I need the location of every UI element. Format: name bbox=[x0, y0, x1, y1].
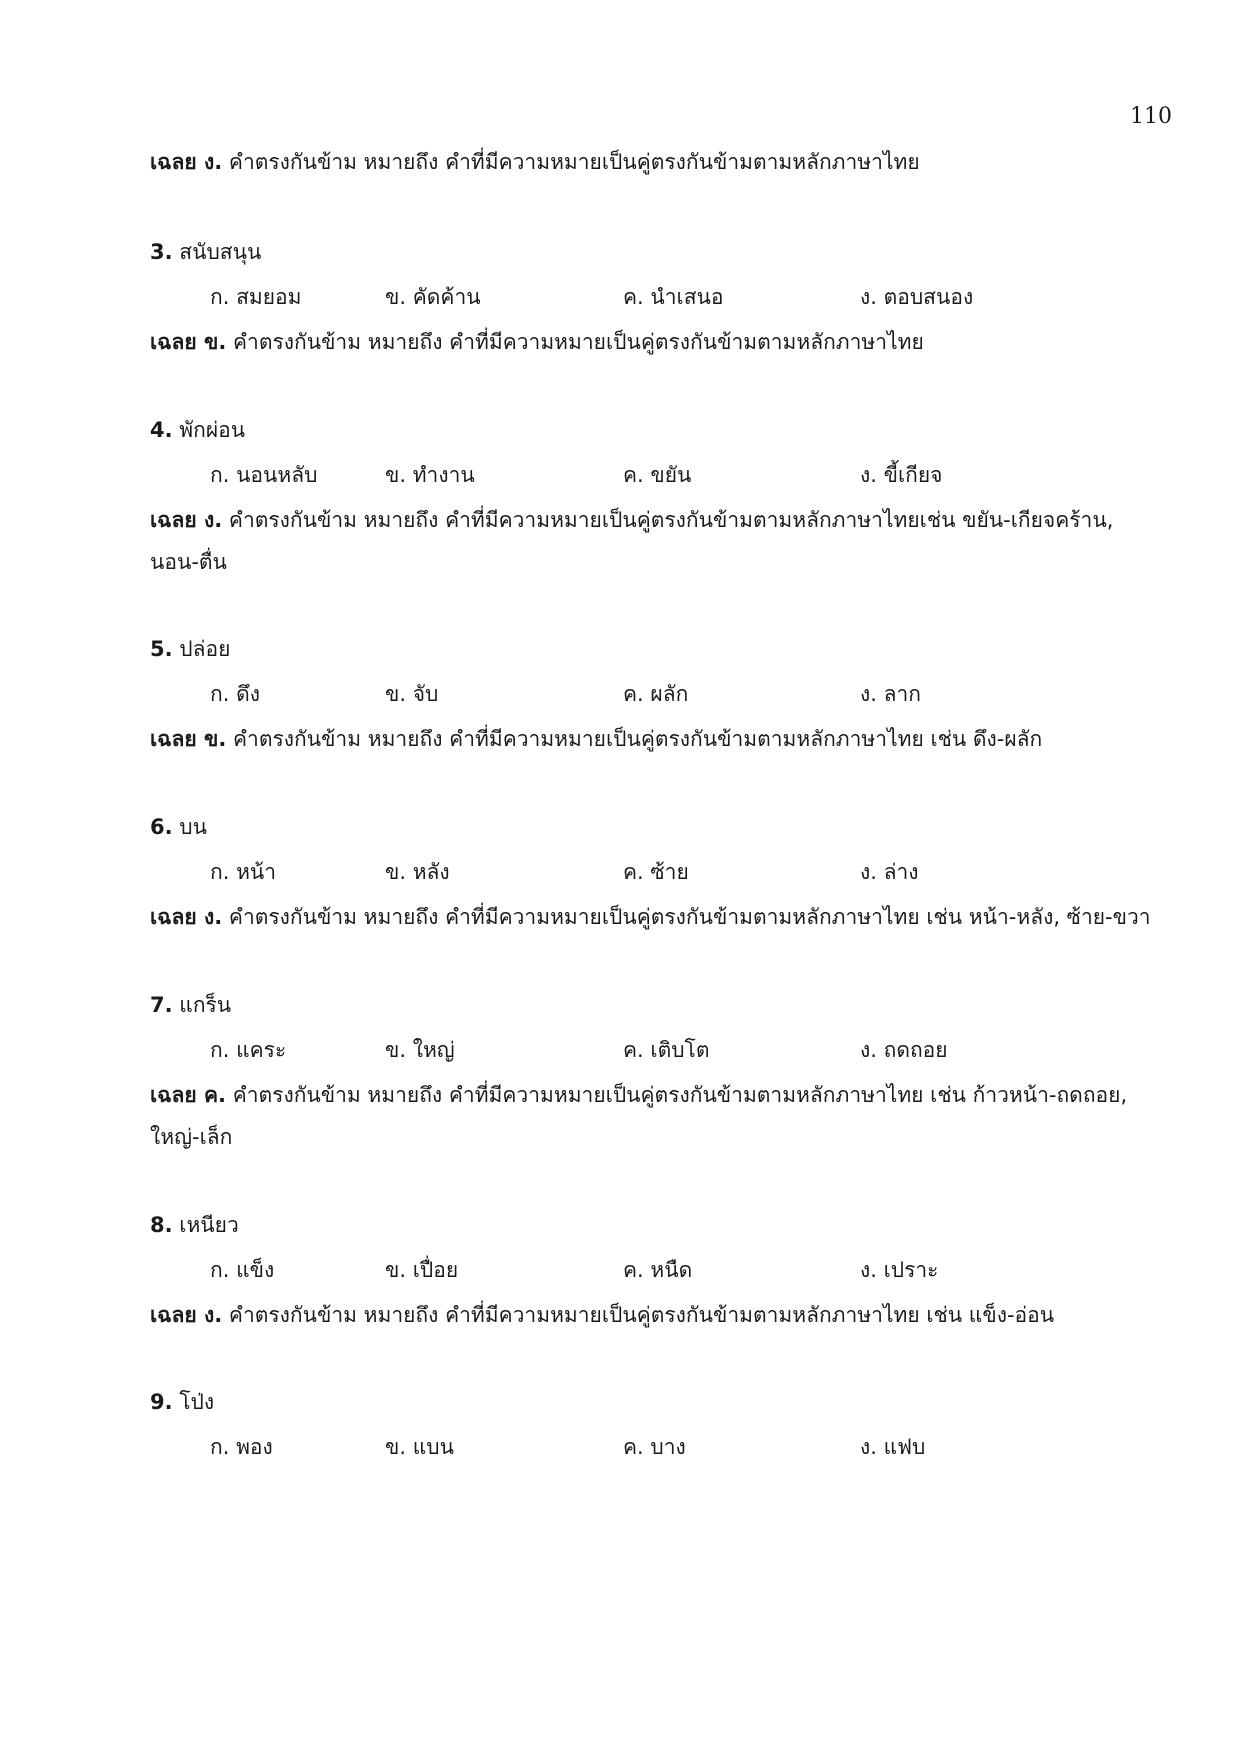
option-b: ข. ใหญ่ bbox=[385, 1038, 455, 1062]
option-a: ก. แคระ bbox=[210, 1038, 287, 1062]
question-word: ปล่อย bbox=[179, 637, 231, 661]
option-a: ก. นอนหลับ bbox=[210, 463, 318, 487]
question-8 bbox=[150, 1213, 239, 1238]
answer-label: เฉลย ง. bbox=[150, 508, 223, 532]
option-a: ก. สมยอม bbox=[210, 285, 302, 309]
option-d: ง. แฟบ bbox=[860, 1435, 926, 1459]
option-d: ง. ล่าง bbox=[860, 860, 919, 884]
question-number: 3. bbox=[150, 240, 173, 264]
question-number: 8. bbox=[150, 1213, 173, 1237]
answer-text: คำตรงกันข้าม หมายถึง คำที่มีความหมายเป็นคู่ตรงกันข้ามตามหลักภาษาไทย เช่น แข็ง-อ่อน bbox=[228, 1303, 1055, 1327]
question-3 bbox=[150, 240, 261, 265]
option-c: ค. นำเสนอ bbox=[623, 285, 724, 309]
option-d: ง. เปราะ bbox=[860, 1258, 939, 1282]
answer-text: คำตรงกันข้าม หมายถึง คำที่มีความหมายเป็นคู่ตรงกันข้ามตามหลักภาษาไทย เช่น ดึง-ผลัก bbox=[233, 727, 1043, 751]
answer-line bbox=[150, 1083, 1127, 1108]
option-a: ก. พอง bbox=[210, 1435, 273, 1459]
options-5 bbox=[0, 682, 1240, 712]
option-a: ก. ดึง bbox=[210, 682, 260, 706]
options-8 bbox=[0, 1258, 1240, 1288]
option-c: ค. บาง bbox=[623, 1435, 686, 1459]
question-word: เหนียว bbox=[179, 1213, 239, 1237]
question-number: 5. bbox=[150, 637, 173, 661]
answer-line bbox=[150, 1303, 1054, 1328]
answer-label: เฉลย ง. bbox=[150, 150, 223, 174]
question-7 bbox=[150, 993, 231, 1018]
answer-line bbox=[150, 727, 1042, 752]
answer-text: คำตรงกันข้าม หมายถึง คำที่มีความหมายเป็นคู่ตรงกันข้ามตามหลักภาษาไทย bbox=[233, 330, 924, 354]
answer-text: คำตรงกันข้าม หมายถึง คำที่มีความหมายเป็นคู่ตรงกันข้ามตามหลักภาษาไทย bbox=[228, 150, 920, 174]
answer-line bbox=[150, 508, 1113, 533]
option-b: ข. ทำงาน bbox=[385, 463, 475, 487]
options-6 bbox=[0, 860, 1240, 890]
answer-continuation: ใหญ่-เล็ก bbox=[150, 1125, 233, 1149]
question-5 bbox=[150, 637, 230, 662]
option-a: ก. แข็ง bbox=[210, 1258, 275, 1282]
question-word: พักผ่อน bbox=[179, 418, 246, 442]
option-d: ง. ตอบสนอง bbox=[860, 285, 974, 309]
option-c: ค. เติบโต bbox=[623, 1038, 710, 1062]
option-c: ค. ผลัก bbox=[623, 682, 689, 706]
options-7 bbox=[0, 1038, 1240, 1068]
option-b: ข. แบน bbox=[385, 1435, 454, 1459]
options-3 bbox=[0, 285, 1240, 315]
option-b: ข. จับ bbox=[385, 682, 439, 706]
answer-label: เฉลย ข. bbox=[150, 727, 227, 751]
option-b: ข. เปื่อย bbox=[385, 1258, 459, 1282]
question-word: บน bbox=[179, 815, 207, 839]
question-word: สนับสนุน bbox=[179, 240, 262, 264]
answer-line bbox=[150, 330, 924, 355]
answer-label: เฉลย ข. bbox=[150, 330, 227, 354]
answer-label: เฉลย ง. bbox=[150, 905, 223, 929]
answer-line bbox=[150, 905, 1151, 930]
option-c: ค. ขยัน bbox=[623, 463, 692, 487]
question-number: 6. bbox=[150, 815, 173, 839]
question-9 bbox=[150, 1390, 214, 1415]
options-4 bbox=[0, 463, 1240, 493]
answer-text: คำตรงกันข้าม หมายถึง คำที่มีความหมายเป็นคู่ตรงกันข้ามตามหลักภาษาไทยเช่น ขยัน-เกียจคร้าน, bbox=[228, 508, 1114, 532]
page-number: 110 bbox=[1130, 104, 1172, 129]
option-c: ค. หนืด bbox=[623, 1258, 693, 1282]
option-d: ง. ขี้เกียจ bbox=[860, 463, 943, 487]
option-b: ข. คัดค้าน bbox=[385, 285, 481, 309]
answer-continuation: นอน-ตื่น bbox=[150, 550, 227, 574]
option-a: ก. หน้า bbox=[210, 860, 277, 884]
answer-text: คำตรงกันข้าม หมายถึง คำที่มีความหมายเป็นคู่ตรงกันข้ามตามหลักภาษาไทย เช่น ก้าวหน้า-ถดถอย, bbox=[232, 1083, 1128, 1107]
answer-label: เฉลย ง. bbox=[150, 1303, 223, 1327]
question-4 bbox=[150, 418, 245, 443]
answer-label: เฉลย ค. bbox=[150, 1083, 226, 1107]
options-9 bbox=[0, 1435, 1240, 1465]
option-d: ง. ลาก bbox=[860, 682, 921, 706]
option-b: ข. หลัง bbox=[385, 860, 450, 884]
option-c: ค. ซ้าย bbox=[623, 860, 689, 884]
question-number: 7. bbox=[150, 993, 173, 1017]
option-d: ง. ถดถอย bbox=[860, 1038, 948, 1062]
question-number: 9. bbox=[150, 1390, 173, 1414]
question-number: 4. bbox=[150, 418, 173, 442]
answer-line bbox=[150, 150, 920, 175]
question-word: แกร็น bbox=[179, 993, 232, 1017]
question-6 bbox=[150, 815, 207, 840]
question-word: โป่ง bbox=[179, 1390, 215, 1414]
answer-text: คำตรงกันข้าม หมายถึง คำที่มีความหมายเป็นคู่ตรงกันข้ามตามหลักภาษาไทย เช่น หน้า-หลัง, ซ้าย-ขวา bbox=[228, 905, 1151, 929]
